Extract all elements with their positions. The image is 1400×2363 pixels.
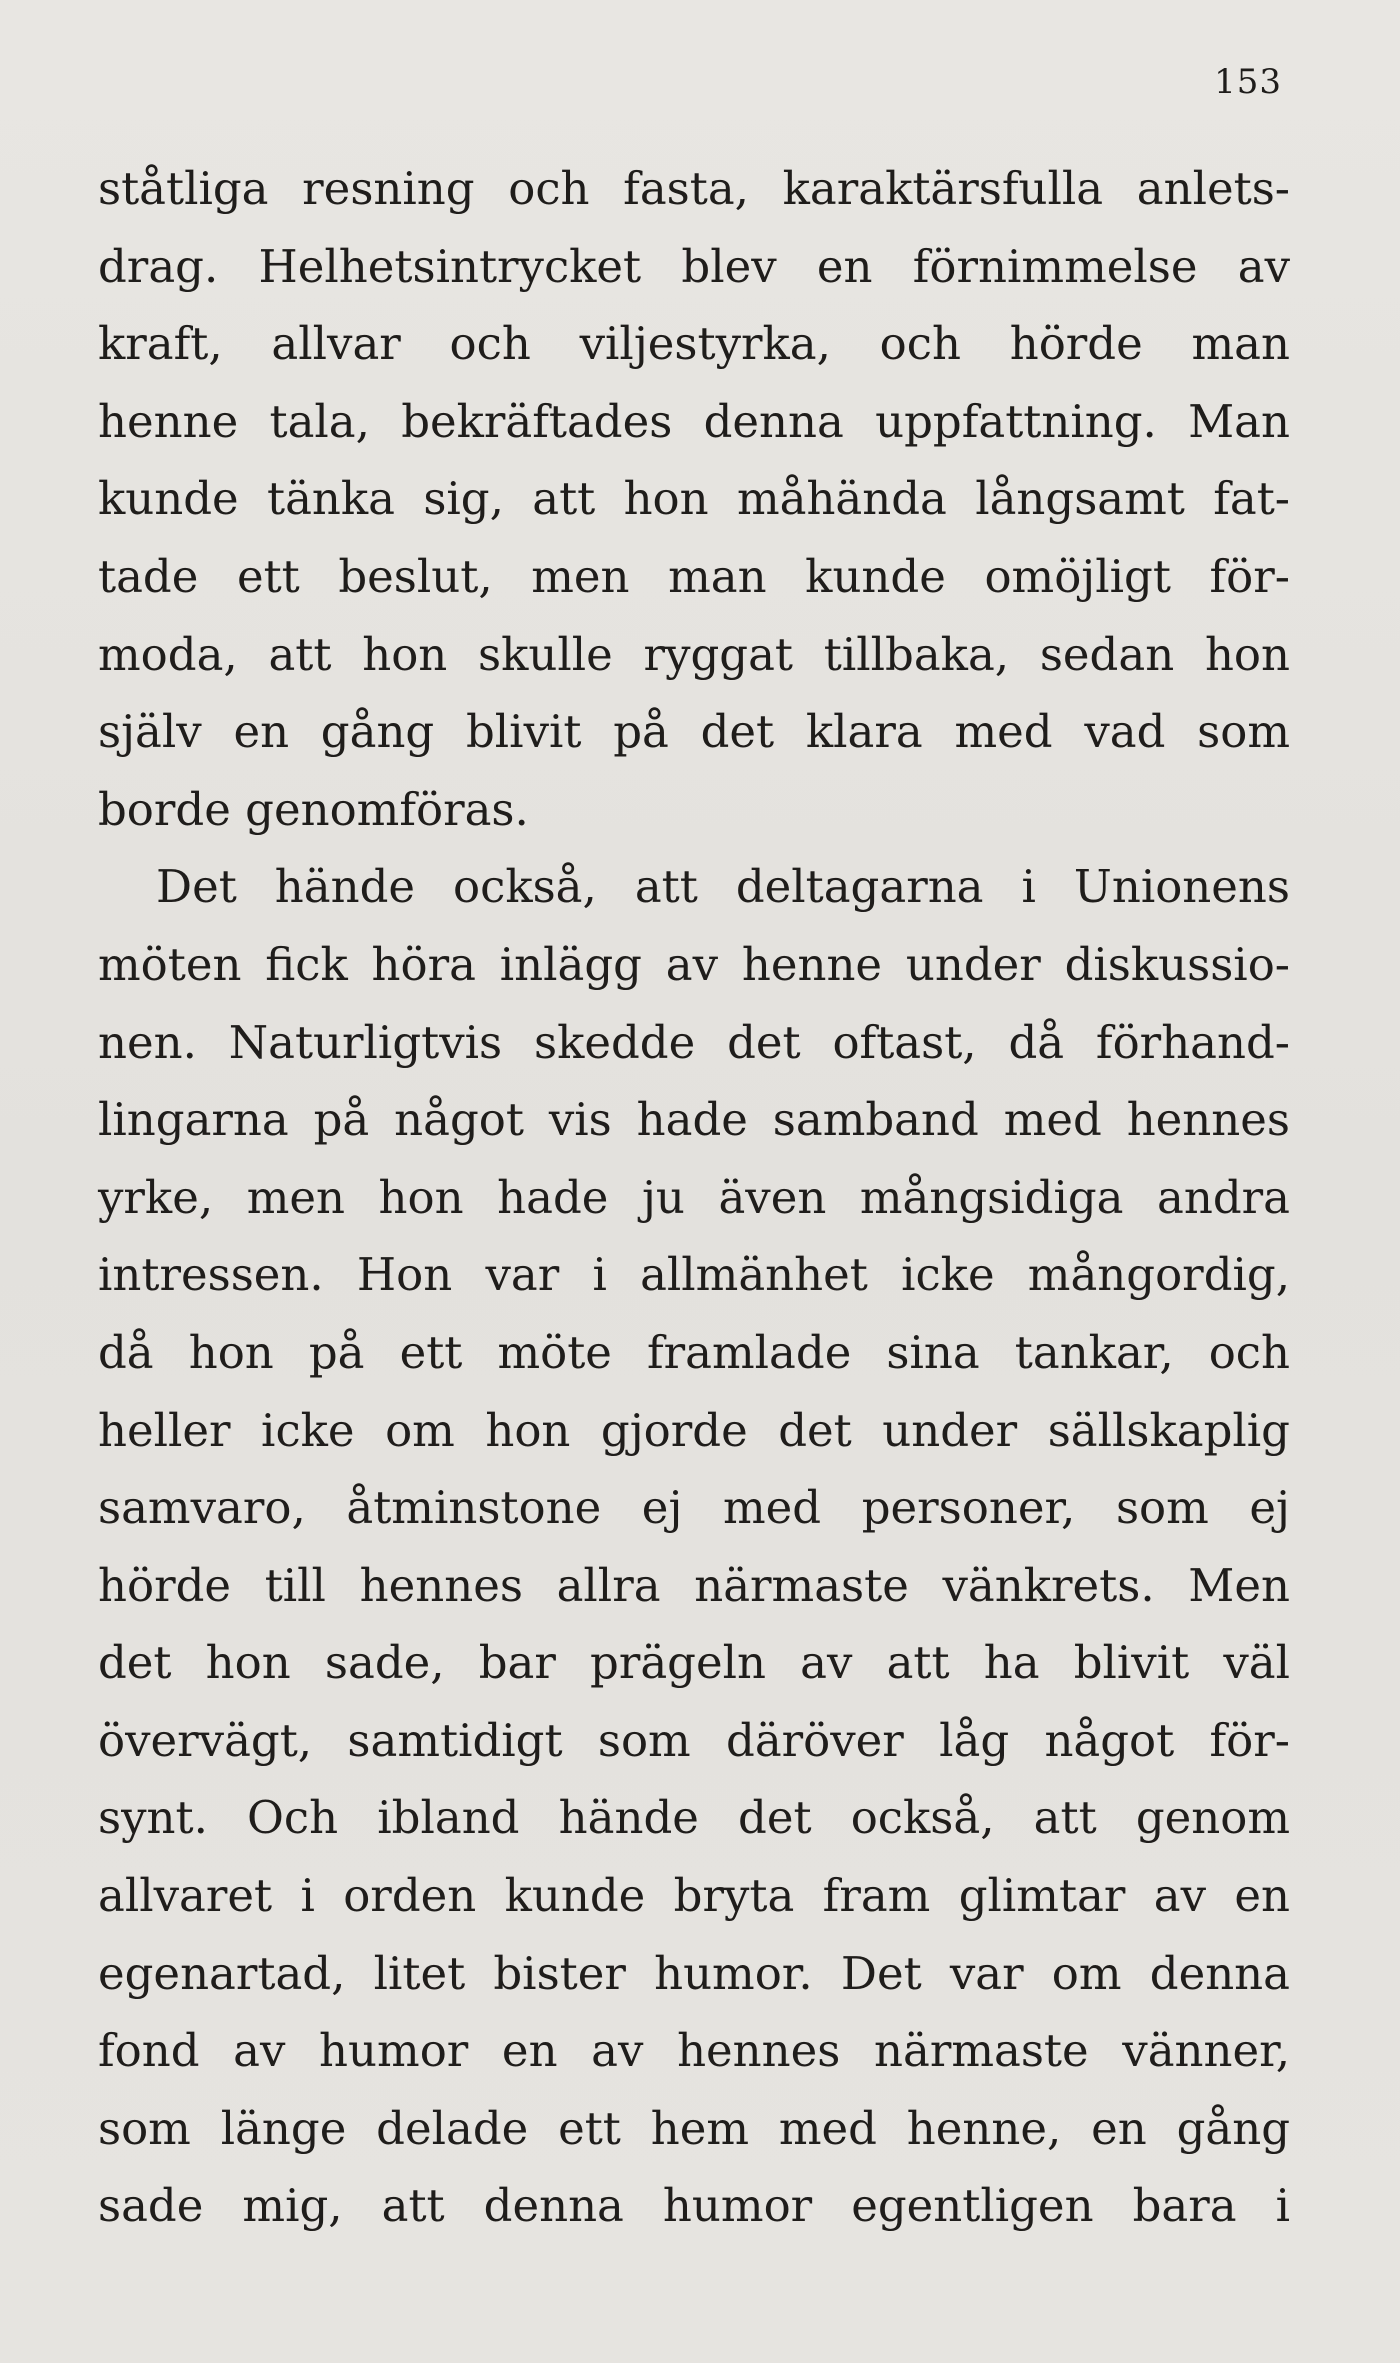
text-line: samvaro, åtminstone ej med personer, som ej (98, 1481, 1290, 1535)
paragraph-start-line: Det hände också, att deltagarna i Unionens (156, 860, 1290, 914)
page-number: 153 (1214, 62, 1282, 102)
text-line: det hon sade, bar prägeln av att ha blivit väl (98, 1636, 1290, 1690)
paragraph-end-line: borde genomföras. (98, 782, 529, 836)
text-line: själv en gång blivit på det klara med vad som (98, 705, 1290, 759)
text-line: allvaret i orden kunde bryta fram glimtar av en (98, 1869, 1290, 1923)
text-line: möten fick höra inlägg av henne under diskussio- (98, 937, 1290, 991)
text-line: intressen. Hon var i allmänhet icke mångordig, (98, 1248, 1290, 1302)
text-line: yrke, men hon hade ju även mångsidiga andra (98, 1170, 1290, 1224)
text-line: egenartad, litet bister humor. Det var om denna (98, 1946, 1290, 2000)
text-line: kunde tänka sig, att hon måhända långsamt fat- (98, 472, 1290, 526)
text-line: henne tala, bekräftades denna uppfattning. Man (98, 394, 1290, 448)
text-line: övervägt, samtidigt som däröver låg något för- (98, 1713, 1290, 1767)
text-line: hörde till hennes allra närmaste vänkrets. Men (98, 1558, 1290, 1612)
text-line: fond av humor en av hennes närmaste vänner, (98, 2024, 1290, 2078)
body-text (98, 150, 1290, 2245)
text-line: lingarna på något vis hade samband med hennes (98, 1093, 1290, 1147)
text-line: moda, att hon skulle ryggat tillbaka, sedan hon (98, 627, 1290, 681)
text-line: då hon på ett möte framlade sina tankar, och (98, 1325, 1290, 1379)
text-line: ståtliga resning och fasta, karaktärsfulla anlets- (98, 162, 1290, 215)
text-line: drag. Helhetsintrycket blev en förnimmelse av (98, 239, 1290, 293)
text-line: sade mig, att denna humor egentligen bara i (98, 2179, 1290, 2233)
text-line: heller icke om hon gjorde det under sällskaplig (98, 1403, 1290, 1457)
text-line: som länge delade ett hem med henne, en gång (98, 2101, 1290, 2155)
text-line: tade ett beslut, men man kunde omöjligt för- (98, 549, 1290, 603)
text-line: nen. Naturligtvis skedde det oftast, då förhand- (98, 1015, 1290, 1069)
text-line: synt. Och ibland hände det också, att genom (98, 1791, 1290, 1845)
text-line: kraft, allvar och viljestyrka, och hörde man (98, 317, 1290, 371)
